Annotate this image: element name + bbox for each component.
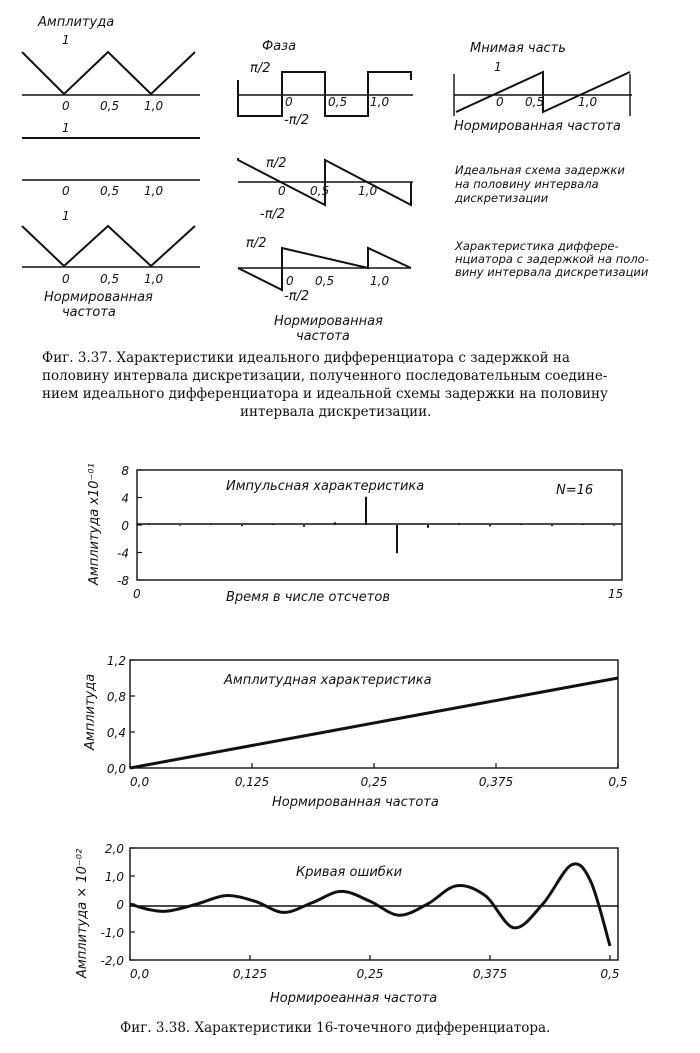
chart1-ytick-label: 1,2 <box>106 654 126 668</box>
row2-label-line3: дискретизации <box>455 191 549 205</box>
chart1-ytick-label: 0,0 <box>106 762 126 776</box>
phase-pi2-2: π/2 <box>266 156 287 171</box>
chart1-ytick-label: 0,8 <box>106 690 126 704</box>
imag-xlabel: Нормированная частота <box>454 119 621 134</box>
chart0-ytick-label: -8 <box>117 574 129 588</box>
chart0-ytick-label: 8 <box>121 464 129 478</box>
amplitude-one-1: 1 <box>62 33 70 47</box>
chart1-xtick-label: 0,5 <box>608 775 628 789</box>
chart0-ytick-label: -4 <box>117 546 129 561</box>
amplitude-tick-2-0: 0 <box>62 184 70 198</box>
phase-xlabel-line1: Нормированная <box>274 314 383 329</box>
amplitude-xlabel-line2: частота <box>62 305 116 320</box>
chart2-ytick-label: 1,0 <box>104 870 124 884</box>
fig37-caption-line1: Фиг. 3.37. Характеристики идеального дифференциатора с задержкой на <box>42 350 570 366</box>
phase-pi2-1: π/2 <box>250 61 271 76</box>
phase-mpi2-2: -π/2 <box>260 207 286 222</box>
chart1-title: Амплитудная характеристика <box>224 673 432 688</box>
fig37-imag-column <box>454 41 649 279</box>
error-curve-chart <box>75 842 620 1006</box>
phase-tick-1-1: 0,5 <box>328 95 348 109</box>
amplitude-one-2: 1 <box>62 121 70 135</box>
chart2-xtick-label: 0,25 <box>356 967 384 981</box>
amplitude-xlabel-line1: Нормированная <box>44 290 153 305</box>
amplitude-title: Амплитуда <box>38 15 115 30</box>
amplitude-response-chart <box>83 654 628 810</box>
phase-mpi2-3: -π/2 <box>284 289 310 304</box>
chart0-ytick-label: 0 <box>121 519 129 533</box>
amplitude-one-3: 1 <box>62 209 70 223</box>
impulse-response-chart <box>87 463 623 605</box>
chart0-xlabel: Время в числе отсчетов <box>226 590 390 605</box>
phase-xlabel-line2: частота <box>296 329 350 344</box>
row2-label-line2: на половину интервала <box>455 177 599 191</box>
fig37-caption <box>42 350 608 420</box>
imag-tick-0: 0 <box>496 95 504 109</box>
amplitude-curve-1 <box>22 52 195 94</box>
phase-tick-1-2: 1,0 <box>370 95 390 109</box>
amplitude-tick-3-2: 1,0 <box>144 272 164 286</box>
chart1-xtick-label: 0,0 <box>130 775 150 789</box>
chart2-xtick-label: 0,375 <box>472 967 508 981</box>
phase-tick-2-0: 0 <box>278 184 286 198</box>
chart0-annotation: N=16 <box>556 483 594 498</box>
chart2-ytick-label: 0 <box>116 898 124 912</box>
fig37-amplitude-column <box>22 15 200 320</box>
chart2-ytick-label: 2,0 <box>104 842 124 856</box>
chart0-ylabel: Амплитуда x10⁻⁰¹ <box>87 463 102 585</box>
amplitude-tick-2-1: 0,5 <box>100 184 120 198</box>
chart0-title: Импульсная характеристика <box>226 479 425 494</box>
phase-tick-3-2: 1,0 <box>370 274 390 288</box>
chart2-ytick-label: -1,0 <box>100 926 124 940</box>
chart0-ytick-label: 4 <box>121 491 129 506</box>
amplitude-tick-1-1: 0,5 <box>100 99 120 113</box>
phase-tick-3-1: 0,5 <box>315 274 335 288</box>
chart1-xlabel: Нормированная частота <box>272 795 439 810</box>
chart2-xtick-label: 0,0 <box>130 967 150 981</box>
phase-tick-2-2: 1,0 <box>358 184 378 198</box>
amplitude-tick-3-1: 0,5 <box>100 272 120 286</box>
imag-tick-2: 1,0 <box>578 95 598 109</box>
chart0-xtick-label: 15 <box>608 587 624 601</box>
amplitude-response-line <box>130 678 618 768</box>
chart2-ylabel: Амплитуда × 10⁻⁰² <box>75 848 90 978</box>
row3-label-line1: Характеристика диффере- <box>455 239 619 253</box>
row2-label-line1: Идеальная схема задержки <box>455 163 625 177</box>
amplitude-tick-2-2: 1,0 <box>144 184 164 198</box>
row3-label-line3: вину интервала дискретизации <box>455 265 649 279</box>
chart2-xtick-label: 0,125 <box>232 967 268 981</box>
chart2-xtick-label: 0,5 <box>600 967 620 981</box>
amplitude-tick-3-0: 0 <box>62 272 70 286</box>
imag-one: 1 <box>494 60 502 74</box>
fig37-caption-line4: интервала дискретизации. <box>240 404 432 420</box>
chart2-xlabel: Нормироеанная частота <box>270 991 438 1006</box>
phase-tick-3-0: 0 <box>286 274 294 288</box>
phase-pi2-3: π/2 <box>246 236 267 251</box>
fig37-caption-line3: нием идеального дифференциатора и идеальной схемы задержки на половину <box>42 386 608 402</box>
phase-title: Фаза <box>262 39 297 54</box>
chart1-xtick-label: 0,25 <box>360 775 388 789</box>
phase-curve-1 <box>238 72 411 116</box>
row3-label-line2: нциатора с задержкой на поло- <box>455 252 649 266</box>
chart1-xtick-label: 0,375 <box>478 775 514 789</box>
chart1-ylabel: Амплитуда <box>83 673 98 750</box>
fig38-caption: Фиг. 3.38. Характеристики 16-точечного дифференциатора. <box>120 1020 551 1036</box>
chart1-xtick-label: 0,125 <box>234 775 270 789</box>
chart2-title: Кривая ошибки <box>296 865 403 880</box>
chart2-ytick-label: -2,0 <box>100 954 124 968</box>
phase-mpi2-1: -π/2 <box>284 113 310 128</box>
imag-title: Мнимая часть <box>470 41 566 56</box>
chart1-ytick-label: 0,4 <box>106 726 126 740</box>
imag-tick-1: 0,5 <box>525 95 545 109</box>
amplitude-curve-3 <box>22 226 195 266</box>
chart0-xtick-label: 0 <box>133 587 141 601</box>
phase-tick-1-0: 0 <box>285 95 293 109</box>
amplitude-tick-1-2: 1,0 <box>144 99 164 113</box>
amplitude-tick-1-0: 0 <box>62 99 70 113</box>
fig37-phase-column <box>238 39 413 344</box>
phase-tick-2-1: 0,5 <box>310 184 330 198</box>
fig37-caption-line2: половину интервала дискретизации, полученного последовательным соедине- <box>42 368 608 384</box>
